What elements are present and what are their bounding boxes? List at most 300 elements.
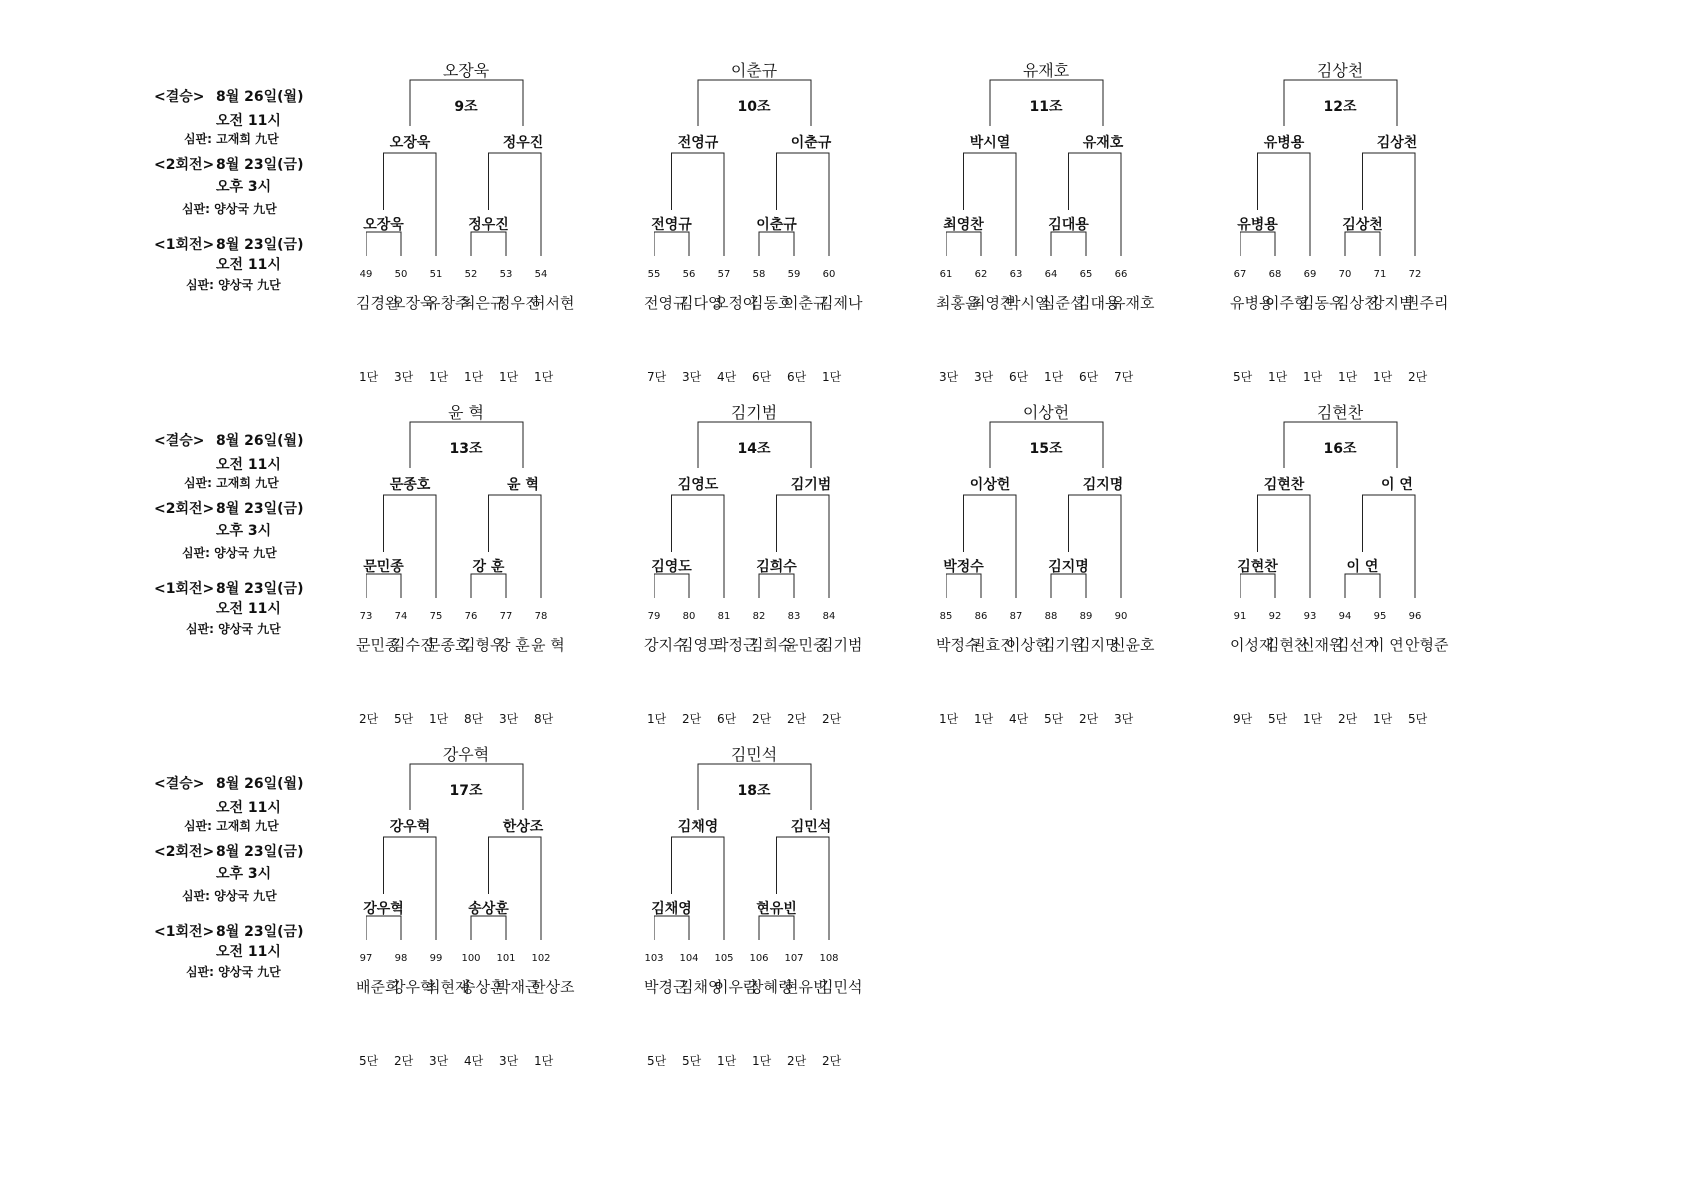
bracket-line [946,574,981,598]
bracket-lines [1240,56,1520,266]
schedule-datetime: 오전 11시 [216,113,281,129]
player-rank: 4단 [717,370,737,384]
player-name: 권효진 [971,636,1015,654]
semifinal-winner: 김현찬 [1263,477,1305,493]
player-name: 김대용 [1076,294,1120,312]
player-number: 61 [939,269,953,280]
player-rank: 1단 [534,370,554,384]
referee-text: 심판: 양상국 九단 [186,965,281,979]
schedule-datetime: 오전 11시 [216,800,281,816]
player-number: 50 [394,269,408,280]
player-name: 김동호 [749,294,793,312]
round1-winner: 이춘규 [756,217,797,233]
player-name: 현유빈 [784,978,828,996]
player-name: 이우람 [714,978,758,996]
player-rank: 2단 [787,712,807,726]
player-number: 98 [394,953,408,964]
round1-winner: 오장욱 [363,217,404,233]
player-name: 김기원 [1041,636,1085,654]
player-name: 신재원 [1300,636,1344,654]
player-rank: 1단 [822,370,842,384]
schedule-datetime: 오후 3시 [216,866,272,882]
bracket-line [1258,153,1311,256]
player-number: 73 [359,611,373,622]
round1-winner: 송상훈 [468,901,509,917]
bracket-lines [654,56,934,266]
group-label: 9조 [454,99,478,115]
bracket-line [759,916,794,940]
bracket-lines [366,740,646,950]
player-number: 102 [531,953,551,964]
bracket-lines [366,56,646,266]
round1-winner: 이 연 [1346,559,1379,575]
round1-winner: 현유빈 [756,901,797,917]
player-rank: 1단 [464,370,484,384]
semifinal-winner: 김채영 [677,819,719,835]
player-number: 59 [787,269,801,280]
player-number: 64 [1044,269,1058,280]
player-rank: 3단 [499,1054,519,1068]
round1-winner: 전영규 [651,217,692,233]
player-name: 이 연 [1370,636,1404,654]
player-rank: 2단 [822,712,842,726]
bracket-line [777,837,830,940]
player-rank: 4단 [464,1054,484,1068]
round-label: <결승> [154,433,205,449]
player-rank: 2단 [1338,712,1358,726]
schedule-datetime: 8월 26일(월) [216,776,304,792]
player-rank: 1단 [752,1054,772,1068]
round1-winner: 강우혁 [363,901,404,917]
player-rank: 6단 [1009,370,1029,384]
player-rank: 2단 [682,712,702,726]
player-rank: 5단 [682,1054,702,1068]
bracket-group [936,398,1226,758]
round1-winner: 정우진 [468,217,509,233]
player-rank: 1단 [429,712,449,726]
group-label: 15조 [1029,441,1063,457]
player-name: 전영규 [644,294,688,312]
schedule-datetime: 8월 23일(금) [216,157,304,173]
player-rank: 1단 [1373,370,1393,384]
bracket-line [964,495,1017,598]
schedule-block [130,86,320,316]
player-name: 강지수 [644,636,688,654]
player-number: 77 [499,611,513,622]
player-name: 신윤호 [1111,636,1155,654]
player-name: 오정아 [714,294,758,312]
referee-text: 심판: 고재희 九단 [184,132,279,146]
player-number: 94 [1338,611,1352,622]
player-name: 김제나 [819,294,863,312]
player-rank: 1단 [1044,370,1064,384]
bracket-lines [946,398,1226,608]
player-number: 57 [717,269,731,280]
group-label: 16조 [1323,441,1357,457]
schedule-datetime: 오전 11시 [216,944,281,960]
player-rank: 8단 [534,712,554,726]
player-name: 윤 혁 [531,636,565,654]
bracket-group [644,56,934,416]
player-name: 오장욱 [391,294,435,312]
semifinal-winner: 한상조 [502,819,544,835]
bracket-lines [1240,398,1520,608]
schedule-datetime: 8월 23일(금) [216,237,304,253]
player-rank: 2단 [787,1054,807,1068]
player-number: 60 [822,269,836,280]
player-name: 최현재 [426,978,470,996]
player-name: 최영찬 [971,294,1015,312]
player-number: 85 [939,611,953,622]
player-name: 김현찬 [1265,636,1309,654]
player-number: 107 [784,953,804,964]
semifinal-winner: 이상헌 [969,477,1011,493]
round1-winner: 김현찬 [1237,559,1278,575]
semifinal-winner: 김지명 [1082,477,1124,493]
bracket-line [1345,232,1380,256]
round-label: <결승> [154,89,205,105]
bracket-lines [366,398,646,608]
player-number: 53 [499,269,513,280]
player-name: 권주리 [1405,294,1449,312]
round1-winner: 최영찬 [943,217,984,233]
schedule-datetime: 8월 26일(월) [216,433,304,449]
bracket-line [384,153,437,256]
player-rank: 6단 [1079,370,1099,384]
semifinal-winner: 정우진 [502,135,544,151]
bracket-line [366,574,401,598]
bracket-line [1051,574,1086,598]
round1-winner: 문민종 [363,559,404,575]
player-rank: 2단 [752,712,772,726]
player-rank: 2단 [1408,370,1428,384]
player-number: 101 [496,953,516,964]
bracket-group [1230,56,1520,416]
player-number: 55 [647,269,661,280]
champion-name: 윤 혁 [448,403,484,422]
round1-winner: 김영도 [651,559,692,575]
semifinal-winner: 김상천 [1376,135,1418,151]
bracket-line [1345,574,1380,598]
player-number: 95 [1373,611,1387,622]
player-number: 78 [534,611,548,622]
round-label: <1회전> [154,581,215,597]
bracket-line [759,574,794,598]
player-number: 89 [1079,611,1093,622]
player-number: 87 [1009,611,1023,622]
player-rank: 1단 [717,1054,737,1068]
champion-name: 이상헌 [1022,403,1070,422]
bracket-group [936,56,1226,416]
player-name: 김경완 [356,294,400,312]
player-number: 69 [1303,269,1317,280]
player-number: 66 [1114,269,1128,280]
bracket-line [366,916,401,940]
player-rank: 3단 [939,370,959,384]
player-name: 안형준 [1405,636,1449,654]
player-rank: 2단 [822,1054,842,1068]
player-rank: 2단 [359,712,379,726]
round1-winner: 유병용 [1237,217,1278,233]
player-rank: 6단 [787,370,807,384]
player-number: 63 [1009,269,1023,280]
schedule-datetime: 오전 11시 [216,601,281,617]
bracket-line [672,495,725,598]
player-name: 김영도 [679,636,723,654]
player-number: 74 [394,611,408,622]
player-number: 105 [714,953,734,964]
player-rank: 1단 [1303,712,1323,726]
player-number: 52 [464,269,478,280]
referee-text: 심판: 고재희 九단 [184,819,279,833]
bracket-line [1240,574,1275,598]
player-rank: 5단 [359,1054,379,1068]
player-number: 90 [1114,611,1128,622]
player-name: 김채영 [679,978,723,996]
group-label: 14조 [737,441,771,457]
player-name: 이성재 [1230,636,1274,654]
schedule-datetime: 8월 26일(월) [216,89,304,105]
player-number: 106 [749,953,769,964]
player-rank: 7단 [647,370,667,384]
player-number: 100 [461,953,481,964]
semifinal-winner: 전영규 [677,135,719,151]
bracket-line [1069,153,1122,256]
bracket-line [946,232,981,256]
player-rank: 1단 [534,1054,554,1068]
player-name: 유재호 [1111,294,1155,312]
bracket-line [1069,495,1122,598]
champion-name: 김현찬 [1316,403,1364,422]
player-rank: 3단 [974,370,994,384]
player-rank: 3단 [394,370,414,384]
player-rank: 1단 [1338,370,1358,384]
round1-winner: 김대용 [1048,217,1089,233]
semifinal-winner: 이춘규 [790,135,832,151]
player-rank: 1단 [359,370,379,384]
player-name: 유병용 [1230,294,1274,312]
referee-text: 심판: 양상국 九단 [182,889,277,903]
player-name: 박정근 [714,636,758,654]
player-rank: 6단 [752,370,772,384]
bracket-line [471,574,506,598]
semifinal-winner: 윤 혁 [507,477,539,493]
player-number: 104 [679,953,699,964]
player-name: 김수진 [391,636,435,654]
player-name: 김민석 [819,978,863,996]
player-rank: 3단 [682,370,702,384]
round-label: <2회전> [154,157,215,173]
player-name: 김상천 [1335,294,1379,312]
player-number: 96 [1408,611,1422,622]
bracket-line [672,837,725,940]
round1-winner: 김상천 [1342,217,1383,233]
player-number: 54 [534,269,548,280]
semifinal-winner: 박시열 [969,135,1011,151]
player-name: 김지명 [1076,636,1120,654]
bracket-line [654,574,689,598]
champion-name: 강우혁 [442,745,490,764]
group-label: 18조 [737,783,771,799]
player-name: 박정수 [936,636,980,654]
player-number: 51 [429,269,443,280]
player-name: 송상훈 [461,978,505,996]
schedule-datetime: 8월 23일(금) [216,844,304,860]
schedule-datetime: 8월 23일(금) [216,924,304,940]
player-name: 문민종 [356,636,400,654]
champion-name: 김기범 [730,403,778,422]
bracket-group [356,740,646,1100]
player-rank: 2단 [394,1054,414,1068]
semifinal-winner: 강우혁 [389,819,431,835]
player-name: 장혜령 [749,978,793,996]
player-name: 정우진 [496,294,540,312]
player-number: 56 [682,269,696,280]
round-label: <1회전> [154,237,215,253]
bracket-line [654,916,689,940]
player-rank: 5단 [1268,712,1288,726]
player-name: 이상헌 [1006,636,1050,654]
player-rank: 3단 [1114,712,1134,726]
champion-name: 오장욱 [442,61,490,80]
player-name: 배준희 [356,978,400,996]
bracket-line [1258,495,1311,598]
schedule-datetime: 8월 23일(금) [216,501,304,517]
player-name: 김다영 [679,294,723,312]
player-number: 58 [752,269,766,280]
player-name: 이춘규 [784,294,828,312]
player-rank: 4단 [1009,712,1029,726]
bracket-line [384,837,437,940]
player-rank: 1단 [939,712,959,726]
schedule-block [130,773,320,1003]
player-name: 강 훈 [496,636,530,654]
bracket-line [1363,153,1416,256]
player-rank: 1단 [429,370,449,384]
schedule-datetime: 오전 11시 [216,257,281,273]
semifinal-winner: 유병용 [1263,135,1305,151]
player-name: 김동우 [1300,294,1344,312]
player-rank: 1단 [499,370,519,384]
semifinal-winner: 유재호 [1082,135,1124,151]
group-label: 10조 [737,99,771,115]
player-rank: 5단 [647,1054,667,1068]
semifinal-winner: 이 연 [1381,477,1413,493]
bracket-line [1363,495,1416,598]
player-number: 99 [429,953,443,964]
player-rank: 1단 [1303,370,1323,384]
round-label: <1회전> [154,924,215,940]
player-name: 박경근 [644,978,688,996]
player-number: 91 [1233,611,1247,622]
round1-winner: 박정수 [943,559,984,575]
player-number: 92 [1268,611,1282,622]
player-number: 82 [752,611,766,622]
round-label: <2회전> [154,501,215,517]
schedule-datetime: 오후 3시 [216,523,272,539]
player-name: 윤민중 [784,636,828,654]
player-rank: 5단 [1233,370,1253,384]
player-number: 84 [822,611,836,622]
player-rank: 3단 [499,712,519,726]
player-number: 88 [1044,611,1058,622]
bracket-line [759,232,794,256]
player-name: 최은규 [461,294,505,312]
referee-text: 심판: 고재희 九단 [184,476,279,490]
player-name: 강우혁 [391,978,435,996]
player-number: 68 [1268,269,1282,280]
bracket-line [777,495,830,598]
player-rank: 8단 [464,712,484,726]
player-number: 108 [819,953,839,964]
semifinal-winner: 문종호 [389,477,431,493]
player-rank: 7단 [1114,370,1134,384]
player-rank: 5단 [1044,712,1064,726]
bracket-line [777,153,830,256]
bracket-line [384,495,437,598]
player-rank: 5단 [394,712,414,726]
champion-name: 김민석 [730,745,778,764]
player-number: 81 [717,611,731,622]
player-name: 강지범 [1370,294,1414,312]
player-number: 71 [1373,269,1387,280]
bracket-line [471,916,506,940]
player-name: 박재근 [496,978,540,996]
semifinal-winner: 오장욱 [389,135,431,151]
player-name: 김희수 [749,636,793,654]
player-name: 허서현 [531,294,575,312]
player-name: 김선기 [1335,636,1379,654]
round-label: <2회전> [154,844,215,860]
bracket-lines [946,56,1226,266]
schedule-datetime: 8월 23일(금) [216,581,304,597]
bracket-line [1051,232,1086,256]
schedule-block [130,430,320,660]
player-number: 93 [1303,611,1317,622]
player-name: 김형우 [461,636,505,654]
round1-winner: 김채영 [651,901,692,917]
player-name: 최홍윤 [936,294,980,312]
semifinal-winner: 김기범 [790,477,832,493]
group-label: 17조 [449,783,483,799]
bracket-group [1230,398,1520,758]
player-name: 심준섭 [1041,294,1085,312]
player-number: 97 [359,953,373,964]
player-rank: 1단 [647,712,667,726]
champion-name: 이춘규 [730,61,778,80]
bracket-line [672,153,725,256]
player-number: 67 [1233,269,1247,280]
referee-text: 심판: 양상국 九단 [182,546,277,560]
semifinal-winner: 김영도 [677,477,719,493]
bracket-line [964,153,1017,256]
round-label: <결승> [154,776,205,792]
bracket-line [1240,232,1275,256]
player-name: 김기범 [819,636,863,654]
player-rank: 1단 [1373,712,1393,726]
schedule-datetime: 오전 11시 [216,457,281,473]
player-rank: 2단 [1079,712,1099,726]
player-number: 62 [974,269,988,280]
player-rank: 6단 [717,712,737,726]
bracket-group [356,56,646,416]
group-label: 11조 [1029,99,1063,115]
player-name: 유창주 [426,294,470,312]
bracket-lines [654,740,934,950]
champion-name: 김상천 [1316,61,1364,80]
player-number: 80 [682,611,696,622]
bracket-line [489,153,542,256]
